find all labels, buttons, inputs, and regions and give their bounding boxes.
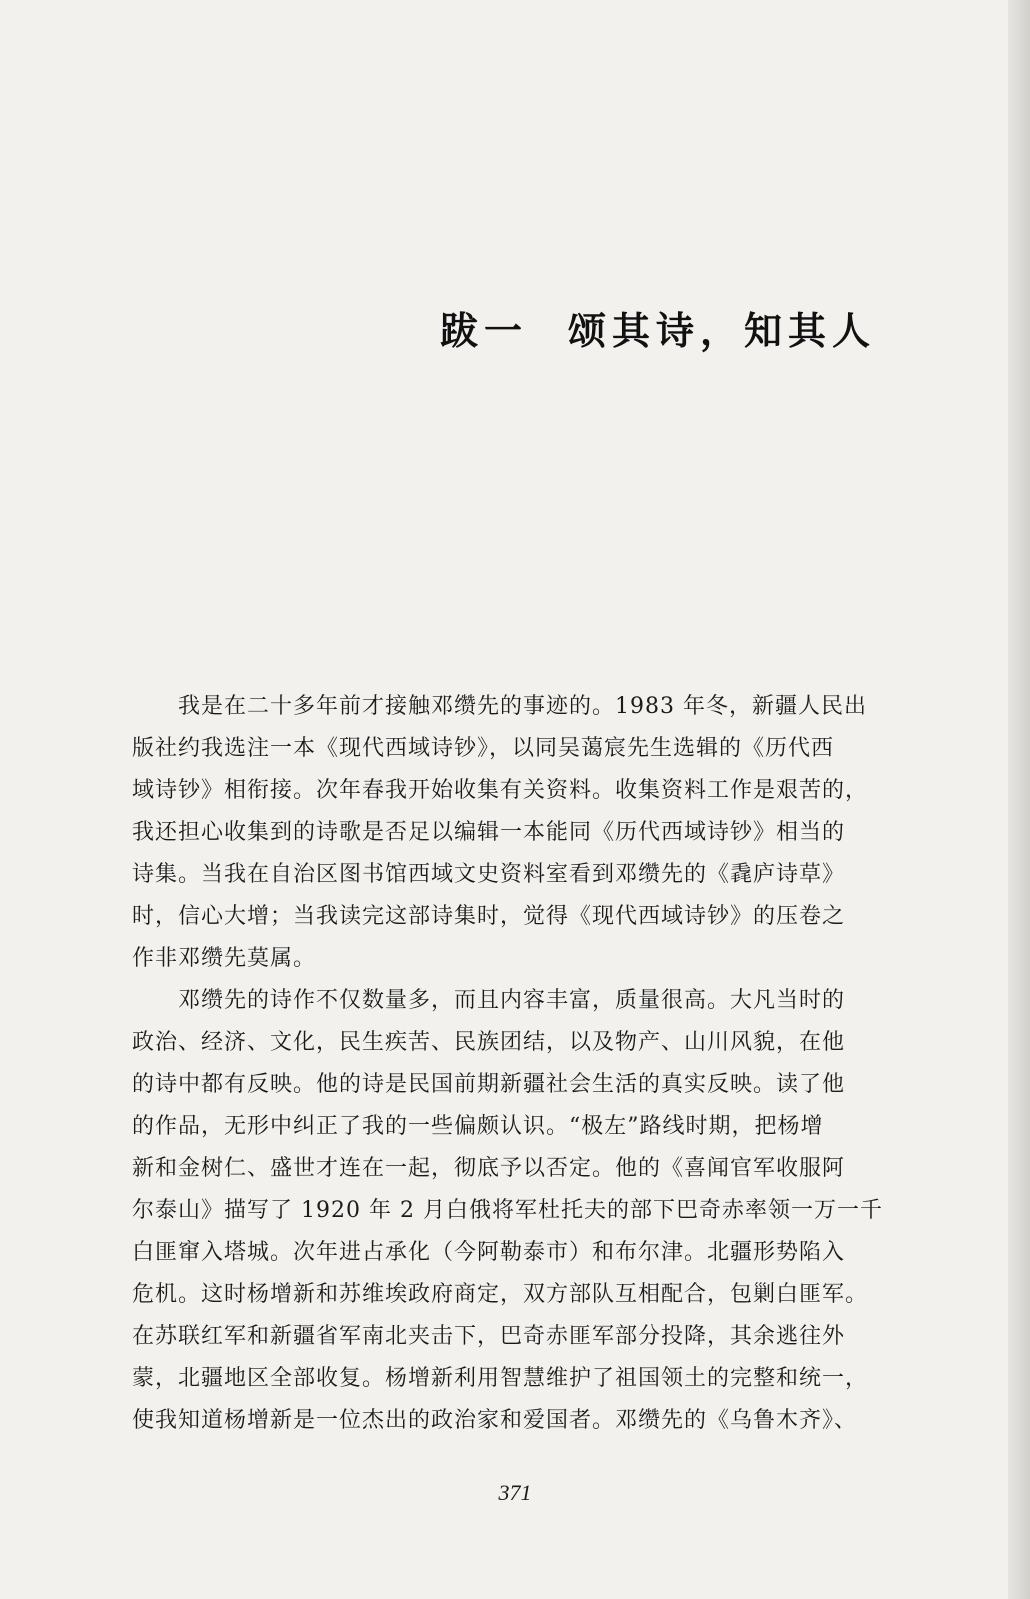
page-number: 371	[498, 1480, 532, 1505]
paragraph-line: 时，信心大增；当我读完这部诗集时，觉得《现代西域诗钞》的压卷之	[132, 904, 846, 929]
paragraph-line: 使我知道杨增新是一位杰出的政治家和爱国者。邓缵先的《乌鲁木齐》、	[132, 1408, 858, 1433]
paragraph-line: 作非邓缵先莫属。	[132, 946, 317, 971]
paragraph-line: 的作品，无形中纠正了我的一些偏颇认识。“极左”路线时期，把杨增	[132, 1114, 824, 1139]
paragraph-line: 的诗中都有反映。他的诗是民国前期新疆社会生活的真实反映。读了他	[132, 1072, 846, 1097]
paragraph-line: 蒙，北疆地区全部收复。杨增新利用智慧维护了祖国领土的完整和统一，	[132, 1366, 869, 1391]
paragraph-line: 在苏联红军和新疆省军南北夹击下，巴奇赤匪军部分投降，其余逃往外	[132, 1324, 846, 1349]
paragraph-line: 尔泰山》描写了 1920 年 2 月白俄将军杜托夫的部下巴奇赤率领一万一千	[132, 1198, 883, 1223]
paragraph-line: 危机。这时杨增新和苏维埃政府商定，双方部队互相配合，包剿白匪军。	[132, 1282, 869, 1307]
page-edge	[1008, 0, 1030, 1599]
paragraph-line: 域诗钞》相衔接。次年春我开始收集有关资料。收集资料工作是艰苦的，	[132, 778, 869, 803]
chapter-title-number: 跋一	[440, 308, 529, 353]
paragraph-line: 诗集。当我在自治区图书馆西域文史资料室看到邓缵先的《毳庐诗草》	[132, 862, 846, 887]
paragraph-line: 邓缵先的诗作不仅数量多，而且内容丰富，质量很高。大凡当时的	[178, 988, 846, 1013]
paragraph-line: 我是在二十多年前才接触邓缵先的事迹的。1983 年冬，新疆人民出	[178, 694, 867, 719]
paragraph-line: 我还担心收集到的诗歌是否足以编辑一本能同《历代西域诗钞》相当的	[132, 820, 846, 845]
paragraph-line: 版社约我选注一本《现代西域诗钞》，以同吴蔼宸先生选辑的《历代西	[132, 736, 835, 761]
paragraph-line: 政治、经济、文化，民生疾苦、民族团结，以及物产、山川风貌，在他	[132, 1030, 846, 1055]
paragraph-line: 新和金树仁、盛世才连在一起，彻底予以否定。他的《喜闻官军收服阿	[132, 1156, 846, 1181]
chapter-title-text: 颂其诗，知其人	[568, 308, 877, 353]
chapter-title	[440, 300, 910, 360]
paragraph-line: 白匪窜入塔城。次年进占承化（今阿勒泰市）和布尔津。北疆形势陷入	[132, 1240, 846, 1265]
body-text	[132, 686, 894, 1442]
